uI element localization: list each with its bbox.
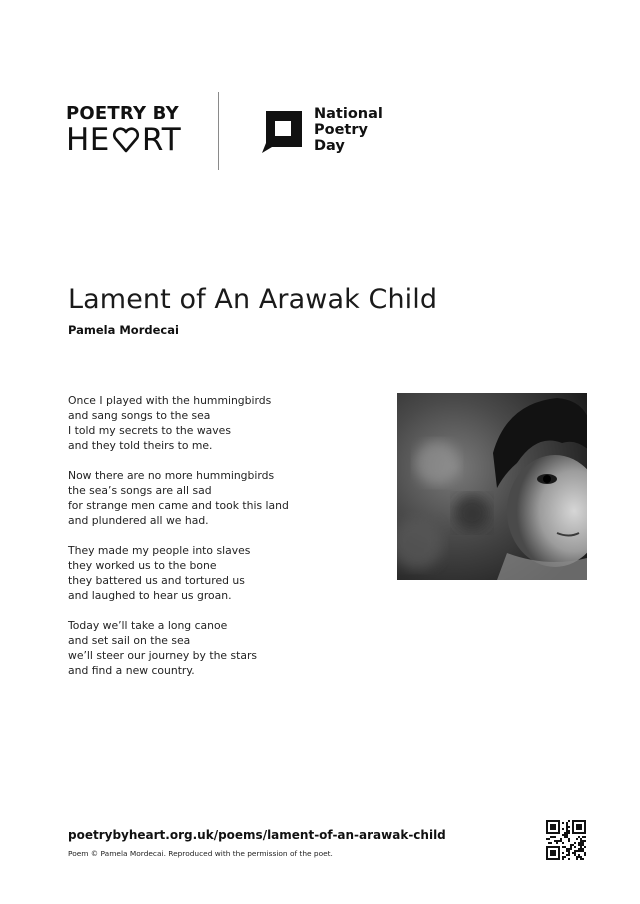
poem-line: Today we’ll take a long canoe xyxy=(68,619,228,632)
poem-line: and plundered all we had. xyxy=(68,514,209,527)
poem-body xyxy=(68,393,368,693)
poem-title: Lament of An Arawak Child xyxy=(68,284,438,315)
poem-line: and sang songs to the sea xyxy=(68,409,211,422)
poem-line: and set sail on the sea xyxy=(68,634,191,647)
logo-line-heart xyxy=(66,124,182,156)
national-poetry-day-logo-text xyxy=(314,106,383,154)
child-photo xyxy=(397,393,587,580)
poem-line: and laughed to hear us groan. xyxy=(68,589,232,602)
poem-line: They made my people into slaves xyxy=(68,544,251,557)
logo-line-poetry-by: POETRY BY xyxy=(66,103,179,124)
child-photo-illustration xyxy=(397,393,587,580)
poem-line: the sea’s songs are all sad xyxy=(68,484,212,497)
poem-line: and they told theirs to me. xyxy=(68,439,213,452)
stanza xyxy=(68,468,368,528)
heart-icon xyxy=(111,126,141,154)
stanza xyxy=(68,618,368,678)
npd-line-day: Day xyxy=(314,138,345,154)
poem-line: and find a new country. xyxy=(68,664,195,677)
npd-line-poetry: Poetry xyxy=(314,122,368,138)
npd-line-national: National xyxy=(314,106,383,122)
poetry-by-heart-logo xyxy=(66,104,182,156)
poem-line: they worked us to the bone xyxy=(68,559,217,572)
copyright-notice: Poem © Pamela Mordecai. Reproduced with the permission of the poet. xyxy=(68,849,333,858)
qr-code-icon xyxy=(546,820,586,860)
logo-text-rt: RT xyxy=(141,122,182,158)
poem-line: we’ll steer our journey by the stars xyxy=(68,649,258,662)
poem-line: Once I played with the hummingbirds xyxy=(68,394,272,407)
stanza xyxy=(68,393,368,453)
poem-url-link[interactable]: poetrybyheart.org.uk/poems/lament-of-an-arawak-child xyxy=(68,828,446,842)
poem-line: they battered us and tortured us xyxy=(68,574,245,587)
poem-author: Pamela Mordecai xyxy=(68,323,179,337)
logo-text-he: HE xyxy=(66,122,110,158)
poem-line: for strange men came and took this land xyxy=(68,499,289,512)
stanza xyxy=(68,543,368,603)
poem-line: Now there are no more hummingbirds xyxy=(68,469,275,482)
national-poetry-day-logo-icon xyxy=(260,107,306,153)
poem-line: I told my secrets to the waves xyxy=(68,424,231,437)
header-divider xyxy=(218,92,219,170)
